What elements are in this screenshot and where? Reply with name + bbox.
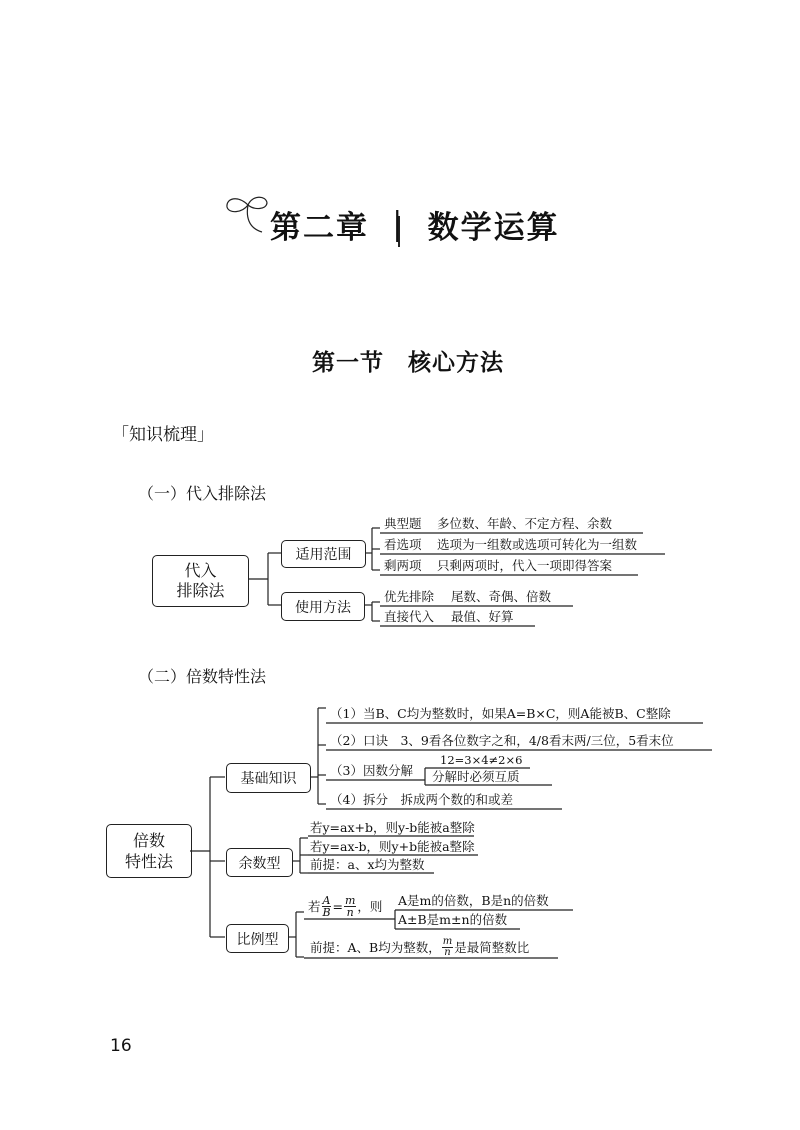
ratio-conclusion-1: A是m的倍数，B是n的倍数 [398, 893, 549, 908]
basic-item-3-note: 分解时必须互质 [432, 769, 520, 784]
scope-item-label: 典型题 [384, 516, 422, 531]
method-item-text: 尾数、奇偶、倍数 [451, 589, 552, 604]
ratio-then: ，则 [357, 899, 383, 914]
ratio-condition [308, 894, 382, 918]
scope-item-text: 选项为一组数或选项可转化为一组数 [437, 537, 638, 552]
ratio-premise-a: 前提：A、B均为整数， [310, 940, 441, 955]
part1-root-node [152, 555, 249, 607]
ratio-premise [310, 936, 529, 958]
knowledge-label: 「知识梳理」 [112, 425, 214, 445]
part2-branch-remainder: 余数型 [226, 848, 293, 877]
basic-item-2: （2）口诀 3、9看各位数字之和，4/8看末两/三位，5看末位 [330, 733, 674, 748]
section-title: 第一节 核心方法 [312, 350, 504, 376]
scope-item-label: 看选项 [384, 537, 422, 552]
chapter-title: 第二章 ｜ 数学运算 [270, 210, 560, 246]
method-item-text: 最值、好算 [451, 609, 514, 624]
part2-root-line1: 倍数 [132, 831, 165, 850]
basic-item-4: （4）拆分 拆成两个数的和或差 [330, 792, 513, 807]
part2-root-line2: 特性法 [124, 852, 173, 871]
ratio-fraction-right [344, 895, 356, 918]
method-item-label: 优先排除 [384, 589, 435, 604]
ratio-conclusion-2: A±B是m±n的倍数 [398, 912, 508, 927]
part2-heading: （二）倍数特性法 [138, 667, 267, 686]
part1-branch-method: 使用方法 [281, 592, 365, 621]
remainder-premise: 前提：a、x均为整数 [310, 857, 425, 872]
remainder-item-2: 若y=ax-b，则y+b能被a整除 [310, 839, 475, 854]
frac-numerator: m [442, 935, 453, 947]
scope-item-text: 只剩两项时，代入一项即得答案 [437, 558, 613, 573]
frac-numerator: m [344, 893, 356, 907]
scope-item-label: 剩两项 [384, 558, 422, 573]
page-number: 16 [110, 1036, 132, 1056]
frac-denominator: n [444, 946, 451, 958]
basic-item-1: （1）当B、C均为整数时，如果A=B×C，则A能被B、C整除 [330, 706, 671, 721]
part1-root-line2: 排除法 [176, 581, 225, 600]
part2-branch-ratio: 比例型 [226, 924, 289, 953]
part2-branch-basic: 基础知识 [226, 763, 311, 793]
scope-item-text: 多位数、年龄、不定方程、余数 [437, 516, 613, 531]
ratio-fraction-left [322, 895, 332, 918]
part2-root-node [106, 824, 192, 878]
ratio-equals: = [332, 898, 343, 914]
method-item-label: 直接代入 [384, 609, 435, 624]
part1-heading: （一）代入排除法 [138, 484, 267, 503]
part1-root-line1: 代入 [184, 561, 217, 580]
basic-item-3-example: 12=3×4≠2×6 [440, 753, 523, 767]
frac-denominator: n [346, 905, 354, 919]
frac-denominator: B [322, 905, 331, 919]
frac-numerator: A [322, 893, 331, 907]
sprout-icon [227, 197, 267, 232]
part1-branch-scope: 适用范围 [281, 540, 366, 568]
ratio-premise-fraction [442, 937, 453, 958]
remainder-item-1: 若y=ax+b，则y-b能被a整除 [310, 820, 475, 835]
basic-item-3-label: （3）因数分解 [330, 763, 413, 778]
ratio-prefix: 若 [308, 899, 321, 914]
ratio-premise-b: 是最简整数比 [454, 940, 530, 955]
